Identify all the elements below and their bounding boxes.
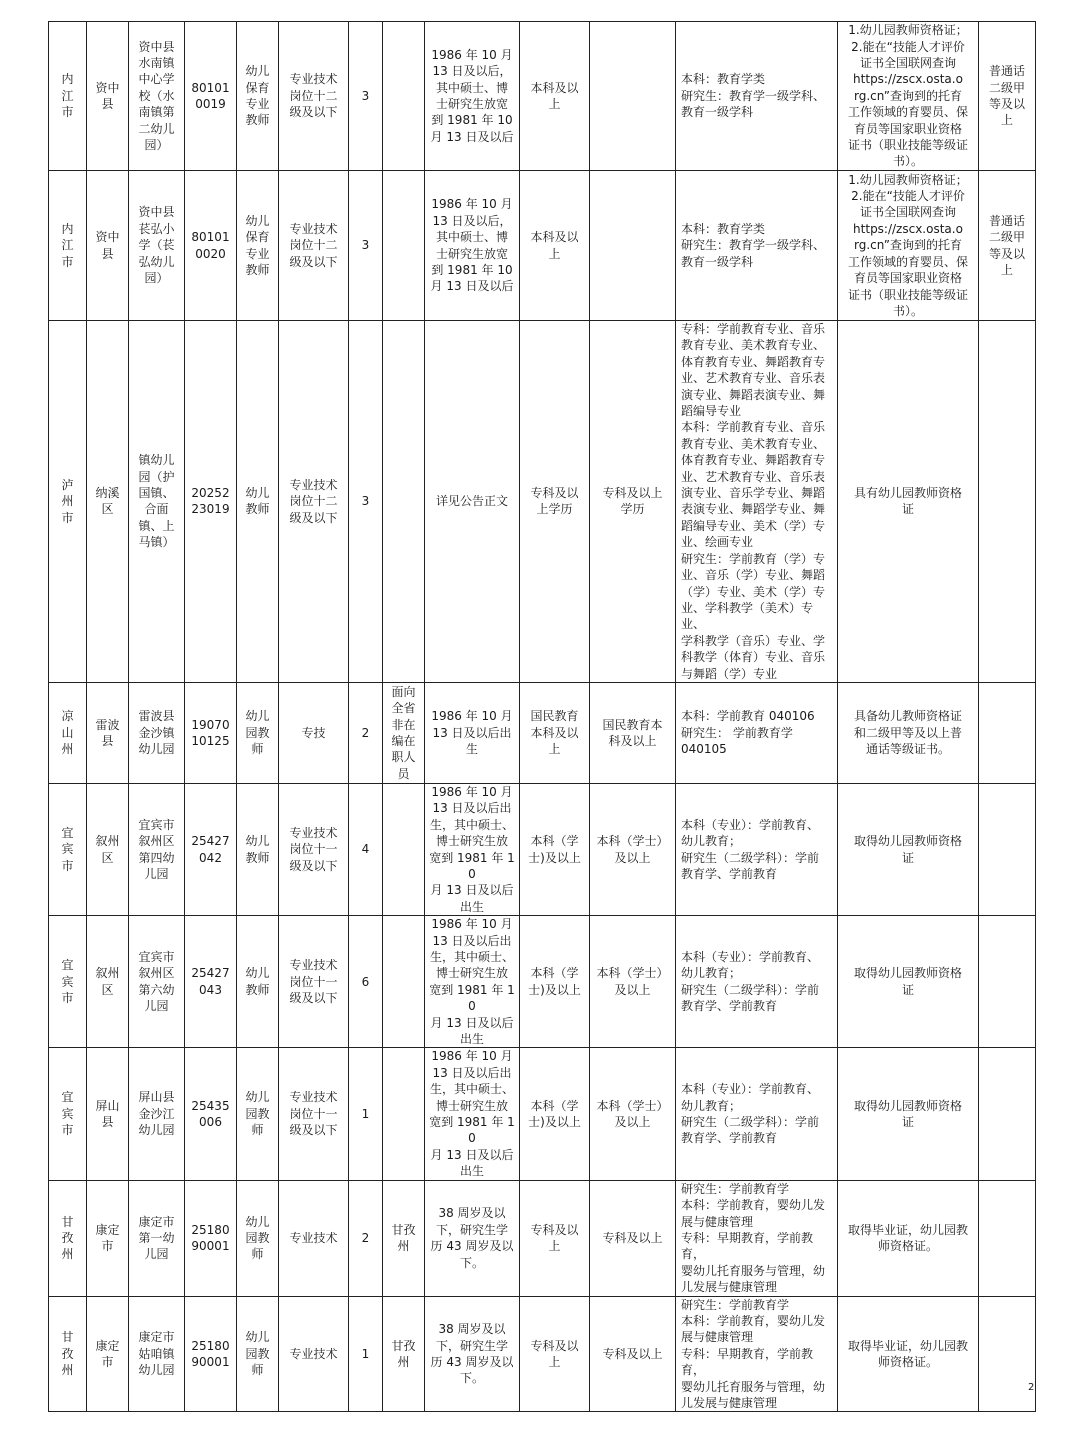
cell-post: 幼儿 保育 专业 教师: [237, 171, 279, 321]
cell-code: 25427 042: [185, 783, 237, 915]
table-row: [49, 22, 1036, 171]
cell-city: 内 江 市: [49, 171, 87, 321]
cell-county: 康定 市: [87, 1180, 129, 1296]
cell-note: [979, 1048, 1036, 1180]
cell-education: 国民教育 本科及以 上: [520, 682, 590, 783]
cell-note: [979, 1296, 1036, 1412]
table-row: [49, 1180, 1036, 1296]
cell-unit: 宜宾市 叙州区 第六幼 儿园: [129, 916, 185, 1048]
cell-count: 3: [349, 171, 383, 321]
cell-unit: 镇幼儿 园（护 国镇、 合面 镇、上 马镇）: [129, 321, 185, 683]
cell-major: 本科：教育学类 研究生：教育学一级学科、 教育一级学科: [676, 22, 838, 171]
cell-target: 甘孜 州: [383, 1296, 425, 1412]
cell-education: 专科及以 上: [520, 1296, 590, 1412]
cell-city: 内 江 市: [49, 22, 87, 171]
cell-code: 80101 0020: [185, 171, 237, 321]
cell-note: [979, 916, 1036, 1048]
cell-unit: 资中县 水南镇 中心学 校（水 南镇第 二幼儿 园）: [129, 22, 185, 171]
cell-education: 本科（学 士)及以上: [520, 916, 590, 1048]
cell-code: 19070 10125: [185, 682, 237, 783]
cell-target: [383, 171, 425, 321]
cell-degree: 本科（学士） 及以上: [590, 783, 676, 915]
cell-level: 专业技术 岗位十二 级及以下: [279, 171, 349, 321]
cell-post: 幼儿 园教 师: [237, 1296, 279, 1412]
cell-post: 幼儿 园教 师: [237, 682, 279, 783]
table-row: [49, 1048, 1036, 1180]
cell-degree: 专科及以上 学历: [590, 321, 676, 683]
cell-education: 专科及以 上: [520, 1180, 590, 1296]
cell-age: 1986 年 10 月 13 日及以后出 生，其中硕士、 博士研究生放 宽到 1981 年 10 月 13 日及以后 出生: [425, 1048, 520, 1180]
cell-other: 取得毕业证，幼儿园教 师资格证。: [838, 1180, 979, 1296]
cell-count: 3: [349, 321, 383, 683]
cell-major: 本科（专业）：学前教育、 幼儿教育； 研究生（二级学科）：学前 教育学、学前教育: [676, 1048, 838, 1180]
cell-education: 本科及以 上: [520, 22, 590, 171]
table-row: [49, 783, 1036, 915]
cell-level: 专业技术 岗位十二 级及以下: [279, 321, 349, 683]
cell-other: 取得幼儿园教师资格 证: [838, 1048, 979, 1180]
cell-count: 1: [349, 1048, 383, 1180]
table-row: [49, 1296, 1036, 1412]
cell-major: 本科：教育学类 研究生：教育学一级学科、 教育一级学科: [676, 171, 838, 321]
cell-code: 20252 23019: [185, 321, 237, 683]
cell-post: 幼儿 园教 师: [237, 1048, 279, 1180]
cell-city: 宜 宾 市: [49, 1048, 87, 1180]
cell-other: 1.幼儿园教师资格证； 2.能在“技能人才评价 证书全国联网查询 https://zscx.osta.o rg.cn”查询到的托育 工作领域的育婴员、保 育员等国家职业资格 证书（职业技能等级证 书）。: [838, 171, 979, 321]
cell-age: 1986 年 10 月 13 日及以后， 其中硕士、博 士研究生放宽 到 1981 年 10 月 13 日及以后: [425, 171, 520, 321]
cell-code: 25435 006: [185, 1048, 237, 1180]
cell-count: 3: [349, 22, 383, 171]
cell-education: 本科（学 士)及以上: [520, 783, 590, 915]
cell-county: 叙州 区: [87, 916, 129, 1048]
cell-county: 屏山 县: [87, 1048, 129, 1180]
page-number: 2: [1028, 1382, 1035, 1393]
cell-note: 普通话 二级甲 等及以 上: [979, 22, 1036, 171]
table-row: [49, 682, 1036, 783]
cell-county: 康定 市: [87, 1296, 129, 1412]
cell-other: 具备幼儿教师资格证 和二级甲等及以上普 通话等级证书。: [838, 682, 979, 783]
cell-code: 80101 0019: [185, 22, 237, 171]
cell-age: 详见公告正文: [425, 321, 520, 683]
cell-age: 38 周岁及以 下，研究生学 历 43 周岁及以 下。: [425, 1180, 520, 1296]
cell-major: 本科：学前教育 040106 研究生： 学前教育学 040105: [676, 682, 838, 783]
cell-degree: 本科（学士） 及以上: [590, 916, 676, 1048]
cell-age: 1986 年 10 月 13 日及以后出 生，其中硕士、 博士研究生放 宽到 1981 年 10 月 13 日及以后 出生: [425, 783, 520, 915]
cell-degree: 专科及以上: [590, 1296, 676, 1412]
cell-target: [383, 22, 425, 171]
cell-unit: 屏山县 金沙江 幼儿园: [129, 1048, 185, 1180]
cell-post: 幼儿 教师: [237, 916, 279, 1048]
cell-major: 本科（专业）：学前教育、 幼儿教育； 研究生（二级学科）：学前 教育学、学前教育: [676, 783, 838, 915]
cell-target: [383, 321, 425, 683]
cell-major: 专科：学前教育专业、音乐 教育专业、美术教育专业、 体育教育专业、舞蹈教育专 业、艺术教育专业、音乐表 演专业、舞蹈表演专业、舞 蹈编导专业 本科：学前教育专业、音乐 教育专业、美术教育专业、 体育教育专业、舞蹈教育专 业、艺术教育专业、音乐表 演专业、音乐学专业、舞蹈 表演专业、舞蹈学专业、舞 蹈编导专业、美术（学）专 业、绘画专业 研究生：学前教育（学）专 业、音乐（学）专业、舞蹈 （学）专业、美术（学）专 业、学科教学（美术）专业、 学科教学（音乐）专业、学 科教学（体育）专业、音乐 与舞蹈（学）专业: [676, 321, 838, 683]
cell-unit: 资中县 苌弘小 学（苌 弘幼儿 园）: [129, 171, 185, 321]
cell-county: 资中 县: [87, 171, 129, 321]
cell-level: 专业技术 岗位十一 级及以下: [279, 916, 349, 1048]
cell-other: 取得幼儿园教师资格 证: [838, 783, 979, 915]
cell-city: 宜 宾 市: [49, 916, 87, 1048]
cell-code: 25180 90001: [185, 1296, 237, 1412]
cell-note: [979, 783, 1036, 915]
cell-education: 本科及以 上: [520, 171, 590, 321]
cell-degree: [590, 171, 676, 321]
cell-post: 幼儿 保育 专业 教师: [237, 22, 279, 171]
table-row: [49, 916, 1036, 1048]
cell-degree: [590, 22, 676, 171]
cell-post: 幼儿 园教 师: [237, 1180, 279, 1296]
cell-unit: 雷波县 金沙镇 幼儿园: [129, 682, 185, 783]
cell-county: 纳溪 区: [87, 321, 129, 683]
cell-age: 38 周岁及以 下，研究生学 历 43 周岁及以 下。: [425, 1296, 520, 1412]
cell-county: 雷波 县: [87, 682, 129, 783]
table-body: [49, 22, 1036, 1412]
cell-other: 1.幼儿园教师资格证； 2.能在“技能人才评价 证书全国联网查询 https://zscx.osta.o rg.cn”查询到的托育 工作领域的育婴员、保 育员等国家职业资格 证书（职业技能等级证 书）。: [838, 22, 979, 171]
cell-count: 4: [349, 783, 383, 915]
cell-other: 取得幼儿园教师资格 证: [838, 916, 979, 1048]
cell-degree: 国民教育本 科及以上: [590, 682, 676, 783]
cell-degree: 本科（学士） 及以上: [590, 1048, 676, 1180]
recruitment-table: [48, 21, 1036, 1412]
cell-level: 专业技术: [279, 1296, 349, 1412]
cell-level: 专业技术 岗位十一 级及以下: [279, 783, 349, 915]
cell-note: 普通话 二级甲 等及以 上: [979, 171, 1036, 321]
cell-level: 专技: [279, 682, 349, 783]
cell-city: 甘 孜 州: [49, 1180, 87, 1296]
table-row: [49, 321, 1036, 683]
cell-count: 2: [349, 682, 383, 783]
cell-city: 凉 山 州: [49, 682, 87, 783]
cell-unit: 康定市 姑咱镇 幼儿园: [129, 1296, 185, 1412]
cell-count: 2: [349, 1180, 383, 1296]
cell-code: 25427 043: [185, 916, 237, 1048]
cell-note: [979, 1180, 1036, 1296]
cell-other: 具有幼儿园教师资格 证: [838, 321, 979, 683]
cell-count: 6: [349, 916, 383, 1048]
cell-count: 1: [349, 1296, 383, 1412]
cell-unit: 康定市 第一幼 儿园: [129, 1180, 185, 1296]
cell-age: 1986 年 10 月 13 日及以后， 其中硕士、博 士研究生放宽 到 1981 年 10 月 13 日及以后: [425, 22, 520, 171]
cell-level: 专业技术: [279, 1180, 349, 1296]
cell-city: 宜 宾 市: [49, 783, 87, 915]
cell-level: 专业技术 岗位十二 级及以下: [279, 22, 349, 171]
cell-education: 专科及以 上学历: [520, 321, 590, 683]
cell-note: [979, 321, 1036, 683]
cell-level: 专业技术 岗位十一 级及以下: [279, 1048, 349, 1180]
cell-major: 研究生：学前教育学 本科：学前教育，婴幼儿发 展与健康管理 专科：早期教育，学前教育， 婴幼儿托育服务与管理，幼 儿发展与健康管理: [676, 1180, 838, 1296]
table-row: [49, 171, 1036, 321]
cell-age: 1986 年 10 月 13 日及以后出 生: [425, 682, 520, 783]
cell-target: [383, 916, 425, 1048]
cell-degree: 专科及以上: [590, 1180, 676, 1296]
cell-education: 本科（学 士)及以上: [520, 1048, 590, 1180]
cell-target: 面向 全省 非在 编在 职人 员: [383, 682, 425, 783]
cell-other: 取得毕业证，幼儿园教 师资格证。: [838, 1296, 979, 1412]
cell-age: 1986 年 10 月 13 日及以后出 生，其中硕士、 博士研究生放 宽到 1981 年 10 月 13 日及以后 出生: [425, 916, 520, 1048]
cell-major: 本科（专业）：学前教育、 幼儿教育； 研究生（二级学科）：学前 教育学、学前教育: [676, 916, 838, 1048]
cell-county: 叙州 区: [87, 783, 129, 915]
cell-note: [979, 682, 1036, 783]
cell-city: 甘 孜 州: [49, 1296, 87, 1412]
cell-code: 25180 90001: [185, 1180, 237, 1296]
cell-post: 幼儿 教师: [237, 321, 279, 683]
cell-major: 研究生：学前教育学 本科：学前教育，婴幼儿发 展与健康管理 专科：早期教育，学前教育， 婴幼儿托育服务与管理，幼 儿发展与健康管理: [676, 1296, 838, 1412]
cell-target: [383, 783, 425, 915]
cell-target: [383, 1048, 425, 1180]
cell-unit: 宜宾市 叙州区 第四幼 儿园: [129, 783, 185, 915]
cell-county: 资中 县: [87, 22, 129, 171]
cell-post: 幼儿 教师: [237, 783, 279, 915]
cell-target: 甘孜 州: [383, 1180, 425, 1296]
cell-city: 泸 州 市: [49, 321, 87, 683]
